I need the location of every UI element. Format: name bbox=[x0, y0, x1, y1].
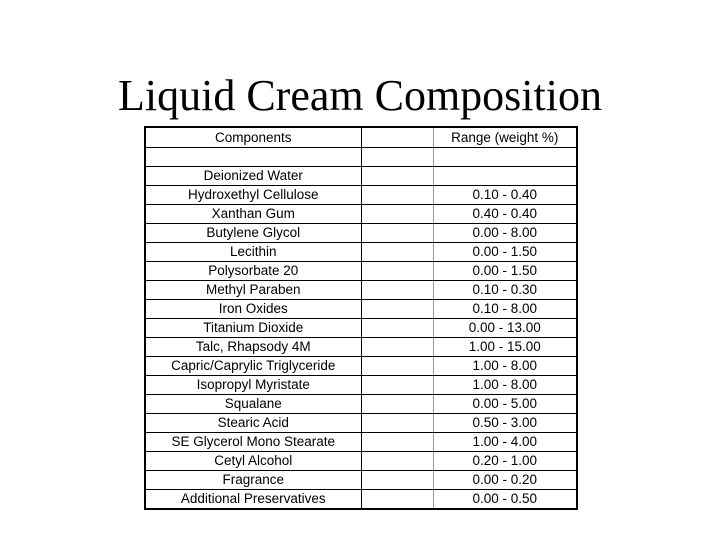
blank-row bbox=[145, 148, 577, 167]
table-row bbox=[145, 300, 577, 319]
header-spacer bbox=[361, 127, 433, 148]
component-cell: Lecithin bbox=[145, 243, 361, 262]
range-cell: 1.00 - 15.00 bbox=[433, 338, 577, 357]
table-row bbox=[145, 452, 577, 471]
table-row bbox=[145, 281, 577, 300]
range-cell: 0.00 - 0.20 bbox=[433, 471, 577, 490]
spacer-cell bbox=[361, 300, 433, 319]
range-cell: 0.10 - 8.00 bbox=[433, 300, 577, 319]
spacer-cell bbox=[361, 490, 433, 510]
component-cell: Iron Oxides bbox=[145, 300, 361, 319]
spacer-cell bbox=[361, 338, 433, 357]
table-row bbox=[145, 319, 577, 338]
table-row bbox=[145, 167, 577, 186]
component-cell: Methyl Paraben bbox=[145, 281, 361, 300]
composition-table bbox=[144, 126, 578, 510]
table-row bbox=[145, 471, 577, 490]
range-cell: 0.00 - 1.50 bbox=[433, 243, 577, 262]
table-header-row bbox=[145, 127, 577, 148]
component-cell: Isopropyl Myristate bbox=[145, 376, 361, 395]
component-cell: Xanthan Gum bbox=[145, 205, 361, 224]
component-cell: Squalane bbox=[145, 395, 361, 414]
table-row bbox=[145, 338, 577, 357]
range-cell: 0.00 - 5.00 bbox=[433, 395, 577, 414]
spacer-cell bbox=[361, 395, 433, 414]
blank-cell bbox=[145, 148, 361, 167]
table-row bbox=[145, 433, 577, 452]
component-cell: Capric/Caprylic Triglyceride bbox=[145, 357, 361, 376]
component-cell: Polysorbate 20 bbox=[145, 262, 361, 281]
spacer-cell bbox=[361, 452, 433, 471]
spacer-cell bbox=[361, 262, 433, 281]
spacer-cell bbox=[361, 376, 433, 395]
table-row bbox=[145, 395, 577, 414]
component-cell: SE Glycerol Mono Stearate bbox=[145, 433, 361, 452]
table-row bbox=[145, 414, 577, 433]
table-row bbox=[145, 376, 577, 395]
table-row bbox=[145, 186, 577, 205]
range-cell: 0.50 - 3.00 bbox=[433, 414, 577, 433]
component-cell: Deionized Water bbox=[145, 167, 361, 186]
range-cell: 0.10 - 0.30 bbox=[433, 281, 577, 300]
slide-title: Liquid Cream Composition bbox=[118, 71, 602, 120]
spacer-cell bbox=[361, 319, 433, 338]
range-cell: 0.10 - 0.40 bbox=[433, 186, 577, 205]
spacer-cell bbox=[361, 433, 433, 452]
blank-cell bbox=[433, 148, 577, 167]
spacer-cell bbox=[361, 414, 433, 433]
spacer-cell bbox=[361, 243, 433, 262]
spacer-cell bbox=[361, 186, 433, 205]
component-cell: Talc, Rhapsody 4M bbox=[145, 338, 361, 357]
table-row bbox=[145, 224, 577, 243]
component-cell: Stearic Acid bbox=[145, 414, 361, 433]
spacer-cell bbox=[361, 167, 433, 186]
range-cell: 0.40 - 0.40 bbox=[433, 205, 577, 224]
range-cell: 1.00 - 8.00 bbox=[433, 376, 577, 395]
range-cell: 0.00 - 1.50 bbox=[433, 262, 577, 281]
component-cell: Cetyl Alcohol bbox=[145, 452, 361, 471]
table-row bbox=[145, 205, 577, 224]
table-row bbox=[145, 262, 577, 281]
component-cell: Hydroxethyl Cellulose bbox=[145, 186, 361, 205]
component-cell: Butylene Glycol bbox=[145, 224, 361, 243]
range-cell: 0.00 - 13.00 bbox=[433, 319, 577, 338]
component-cell: Titanium Dioxide bbox=[145, 319, 361, 338]
table-row bbox=[145, 243, 577, 262]
spacer-cell bbox=[361, 281, 433, 300]
table-row bbox=[145, 357, 577, 376]
header-components: Components bbox=[145, 127, 361, 148]
range-cell: 0.20 - 1.00 bbox=[433, 452, 577, 471]
range-cell bbox=[433, 167, 577, 186]
spacer-cell bbox=[361, 224, 433, 243]
range-cell: 0.00 - 0.50 bbox=[433, 490, 577, 510]
spacer-cell bbox=[361, 357, 433, 376]
range-cell: 0.00 - 8.00 bbox=[433, 224, 577, 243]
blank-cell bbox=[361, 148, 433, 167]
component-cell: Additional Preservatives bbox=[145, 490, 361, 510]
table-row bbox=[145, 490, 577, 510]
range-cell: 1.00 - 4.00 bbox=[433, 433, 577, 452]
spacer-cell bbox=[361, 205, 433, 224]
component-cell: Fragrance bbox=[145, 471, 361, 490]
spacer-cell bbox=[361, 471, 433, 490]
range-cell: 1.00 - 8.00 bbox=[433, 357, 577, 376]
header-range: Range (weight %) bbox=[433, 127, 577, 148]
